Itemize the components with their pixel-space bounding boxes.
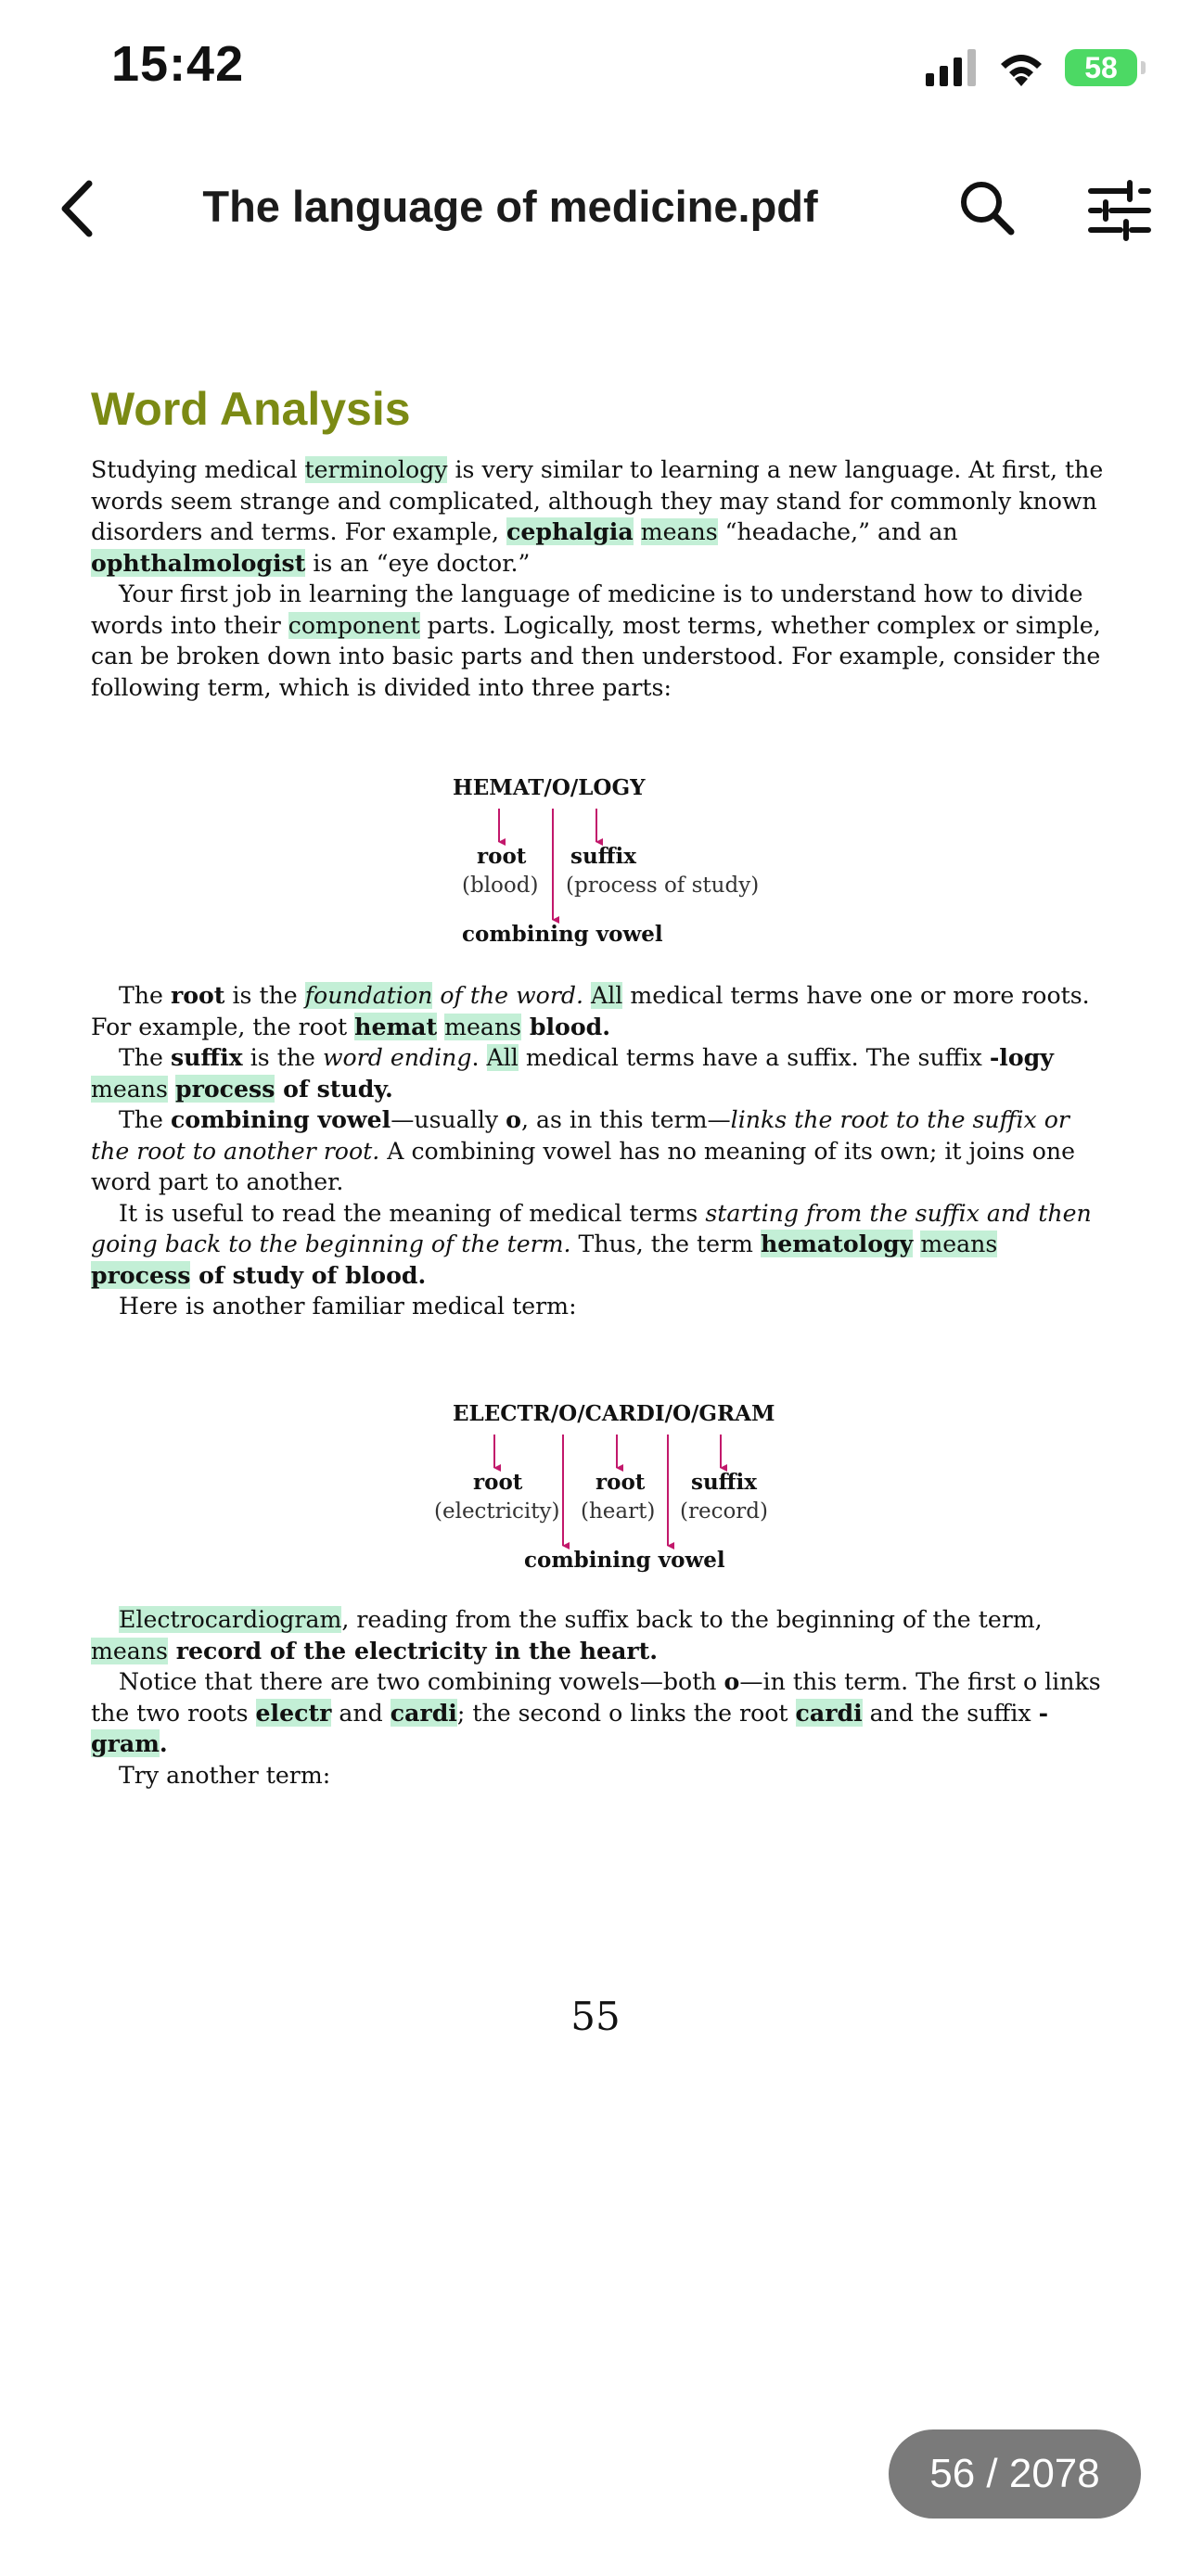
paragraph: Here is another familiar medical term: — [119, 1293, 577, 1320]
battery-icon — [1065, 49, 1137, 86]
highlight[interactable]: means — [91, 1075, 168, 1103]
highlight[interactable]: foundation — [304, 982, 433, 1009]
highlight[interactable]: electr — [255, 1698, 332, 1727]
intro-paragraphs — [91, 454, 1104, 703]
suffix-label: suffix — [570, 844, 636, 869]
combining-vowel-label: combining vowel — [524, 1548, 725, 1573]
status-time: 15:42 — [111, 36, 245, 92]
settings-sliders-icon[interactable] — [1087, 178, 1152, 243]
battery-level: 58 — [1084, 50, 1118, 84]
paragraph: It is useful to read the meaning of medical terms starting from the suffix and then going back to the beginning of the term. Thus, the term hematology means process of study of blood. — [91, 1199, 1092, 1289]
highlight[interactable]: means — [920, 1231, 998, 1257]
root1-meaning: (electricity) — [434, 1499, 560, 1524]
back-chevron-icon[interactable] — [52, 176, 108, 241]
root-meaning: (blood) — [462, 874, 539, 898]
highlight[interactable]: hemat — [354, 1012, 438, 1040]
document-title: The language of medicine.pdf — [202, 182, 818, 231]
closing-paragraphs — [91, 1604, 1104, 1791]
highlight[interactable]: cardi — [390, 1698, 457, 1727]
highlight[interactable]: means — [640, 518, 718, 545]
signal-icon — [926, 49, 978, 86]
paragraph: Notice that there are two combining vowels—both o—in this term. The first o links the two roots electr and cardi; the second o links the root cardi and the suffix -gram. — [91, 1667, 1101, 1757]
highlight[interactable]: Electrocardiogram — [119, 1606, 342, 1633]
highlight[interactable]: cardi — [795, 1698, 863, 1727]
paragraph: Your first job in learning the language of medicine is to understand how to divide words into their component parts. Logically, most terms, whether complex or simple, can be broken down into basic parts and then understood. For example, consider the following term, which is divided into three parts: — [91, 580, 1101, 701]
paragraph: The root is the foundation of the word. All medical terms have one or more roots. For example, the root hemat means blood. — [91, 981, 1090, 1040]
paragraph: The combining vowel—usually o, as in this term—links the root to the suffix or the root to another root. A combining vowel has no meaning of its own; it joins one word part to another. — [91, 1105, 1076, 1195]
diagram-term: HEMAT/O/LOGY — [453, 775, 646, 800]
suffix-meaning: (process of study) — [566, 874, 760, 898]
root2-label: root — [596, 1470, 646, 1495]
highlight[interactable]: All — [486, 1044, 519, 1071]
highlight[interactable]: means — [444, 1013, 522, 1040]
highlight[interactable]: ophthalmologist — [91, 548, 306, 577]
word-diagram-hematology — [371, 770, 835, 955]
paragraph: Try another term: — [119, 1761, 331, 1789]
highlight[interactable]: means — [91, 1637, 168, 1664]
wifi-icon — [996, 49, 1046, 86]
root2-meaning: (heart) — [581, 1499, 656, 1524]
page-indicator[interactable]: 56 / 2078 — [889, 2429, 1141, 2519]
body-paragraphs — [91, 980, 1104, 1322]
paragraph: Electrocardiogram, reading from the suffix back to the beginning of the term, means record of the electricity in the heart. — [91, 1606, 1043, 1664]
section-heading: Word Analysis — [91, 383, 411, 435]
root1-label: root — [473, 1470, 523, 1495]
paragraph: Studying medical terminology is very similar to learning a new language. At first, the words seem strange and complicated, although they may stand for commonly known disorders and terms. For example, cephalgia means “headache,” and an ophthalmologist is an “eye doctor.” — [91, 456, 1104, 577]
highlight[interactable]: gram — [91, 1729, 160, 1757]
highlight[interactable]: cephalgia — [506, 517, 634, 545]
highlight[interactable]: process — [91, 1260, 191, 1289]
highlight[interactable]: All — [591, 982, 623, 1009]
page-number: 55 — [570, 1994, 621, 2039]
suffix-label: suffix — [691, 1470, 757, 1495]
highlight[interactable]: component — [288, 611, 420, 639]
highlight[interactable]: hematology — [760, 1230, 914, 1257]
status-icons — [926, 46, 1137, 89]
root-label: root — [477, 844, 527, 869]
combining-vowel-label: combining vowel — [462, 922, 663, 947]
highlight[interactable]: process — [174, 1074, 275, 1103]
diagram-term: ELECTR/O/CARDI/O/GRAM — [453, 1401, 775, 1426]
highlight[interactable]: terminology — [304, 456, 448, 483]
word-diagram-electrocardiogram — [417, 1396, 807, 1581]
suffix-meaning: (record) — [680, 1499, 768, 1524]
search-icon[interactable] — [955, 176, 1020, 241]
paragraph: The suffix is the word ending. All medical terms have a suffix. The suffix -logy means process of study. — [91, 1043, 1054, 1103]
